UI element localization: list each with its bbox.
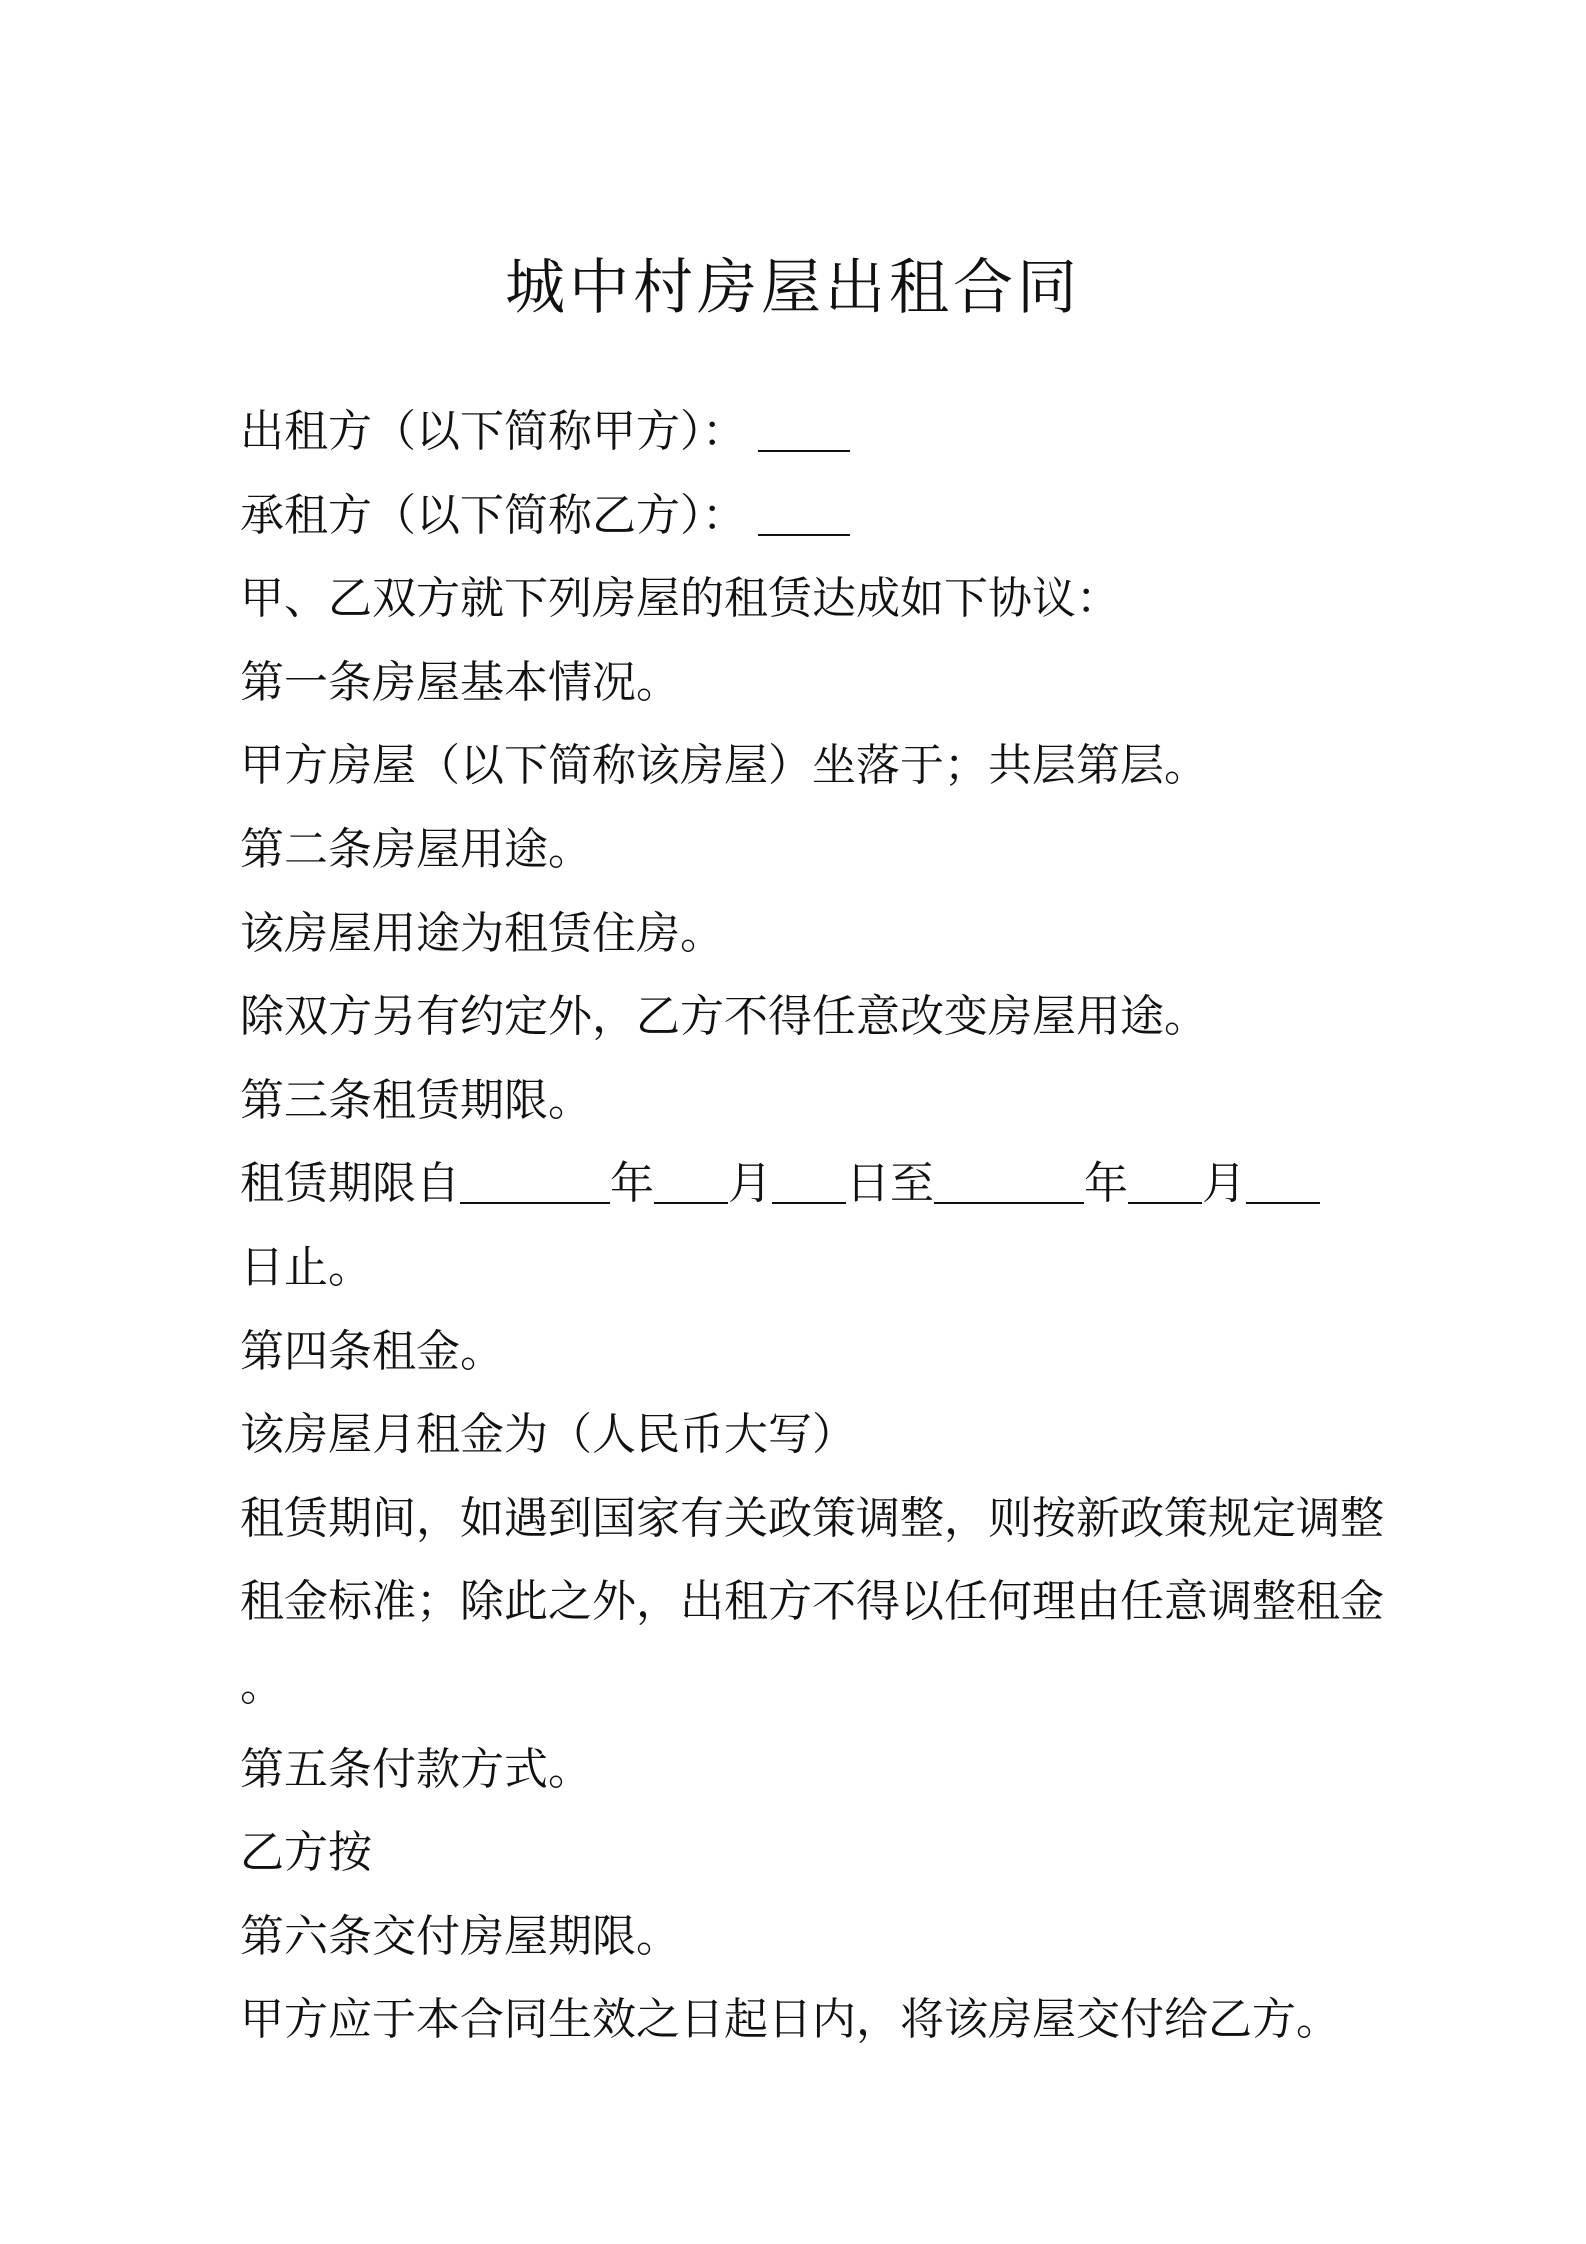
- intro-paragraph: 甲、乙双方就下列房屋的租赁达成如下协议：: [240, 573, 1120, 625]
- start-year-blank: [460, 1158, 610, 1204]
- article6-heading: 第六条交付房屋期限。: [240, 1910, 680, 1962]
- document-title: 城中村房屋出租合同: [505, 253, 1081, 323]
- lessee-line: [240, 474, 1360, 558]
- term-day-to-label: 日至: [846, 1158, 934, 1210]
- article2-heading: 第二条房屋用途。: [240, 823, 592, 875]
- article4-text-2-line-2: 租金标准；除此之外，出租方不得以任何理由任意调整租金: [240, 1576, 1384, 1628]
- article4-heading: 第四条租金。: [240, 1325, 504, 1377]
- end-year-blank: [934, 1158, 1084, 1204]
- article1-text: 甲方房屋（以下简称该房屋）坐落于；共层第层。: [240, 740, 1208, 792]
- start-day-blank: [772, 1158, 846, 1204]
- article5-text: 乙方按: [240, 1827, 372, 1879]
- term-year-label-2: 年: [1084, 1158, 1128, 1210]
- lessee-label: 承租方（以下简称乙方）：: [240, 489, 746, 541]
- lessor-blank: [758, 406, 850, 452]
- article5-heading: 第五条付款方式。: [240, 1743, 592, 1795]
- start-month-blank: [654, 1158, 728, 1204]
- term-year-label-1: 年: [610, 1158, 654, 1210]
- article6-text: 甲方应于本合同生效之日起日内，将该房屋交付给乙方。: [240, 1994, 1340, 2046]
- document-body: [240, 390, 1384, 2062]
- lease-term-end: 日止。: [240, 1241, 372, 1293]
- lease-term-line: [240, 1142, 1360, 1226]
- article1-heading: 第一条房屋基本情况。: [240, 656, 680, 708]
- article4-text-2-line-3: 。: [240, 1659, 284, 1711]
- end-month-blank: [1128, 1158, 1202, 1204]
- article2-text-2: 除双方另有约定外，乙方不得任意改变房屋用途。: [240, 991, 1208, 1043]
- term-from-label: 租赁期限自: [240, 1158, 460, 1210]
- lessor-line: [240, 390, 1360, 474]
- article4-text-1: 该房屋月租金为（人民币大写）: [240, 1409, 856, 1461]
- term-month-label-2: 月: [1202, 1158, 1246, 1210]
- article2-text-1: 该房屋用途为租赁住房。: [240, 907, 724, 959]
- end-day-blank: [1246, 1158, 1320, 1204]
- article3-heading: 第三条租赁期限。: [240, 1074, 592, 1126]
- article4-text-2-line-1: 租赁期间，如遇到国家有关政策调整，则按新政策规定调整: [240, 1492, 1384, 1544]
- term-month-label-1: 月: [728, 1158, 772, 1210]
- lessor-label: 出租方（以下简称甲方）：: [240, 406, 746, 457]
- lessee-blank: [758, 490, 850, 536]
